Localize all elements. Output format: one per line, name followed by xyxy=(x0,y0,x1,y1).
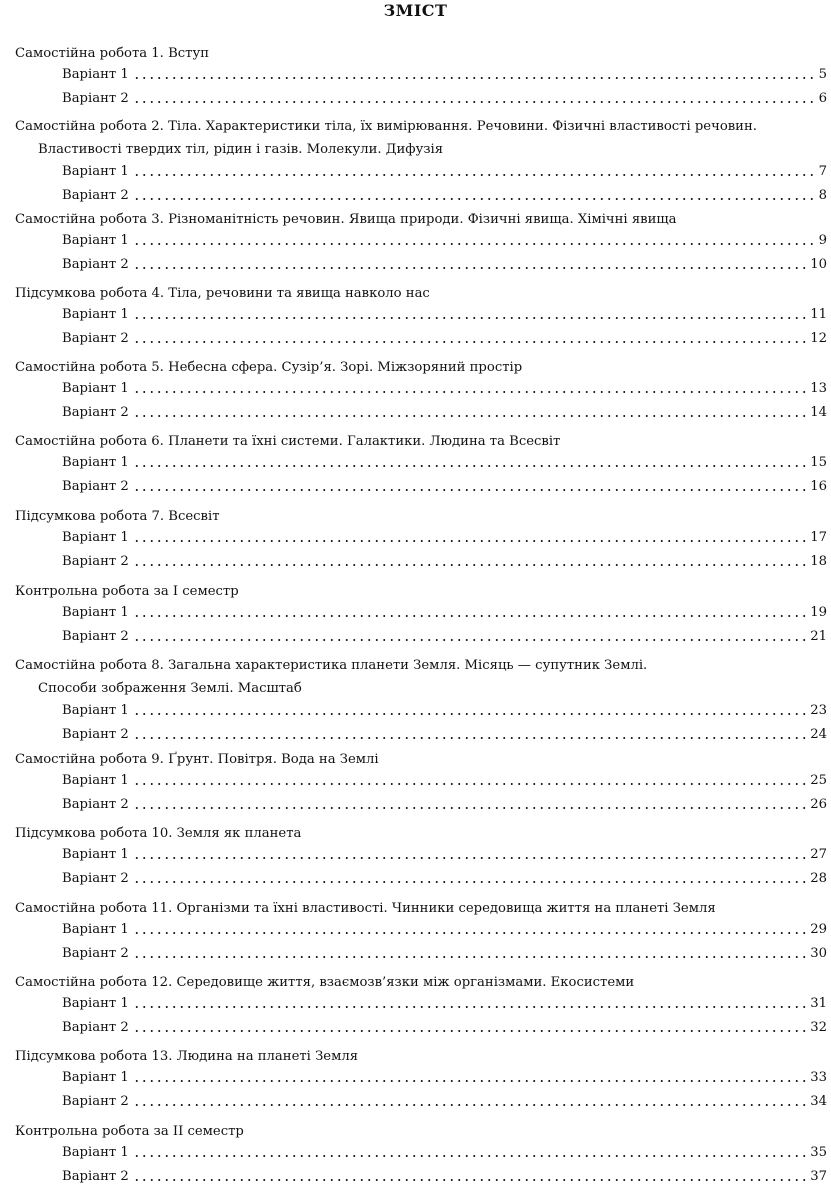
section-heading-line: Самостійна робота 3. Різноманітність речовин. Явища природи. Фізичні явища. Хімічні явища xyxy=(15,212,677,227)
toc-entry[interactable] xyxy=(62,228,827,250)
toc-entry[interactable] xyxy=(62,376,827,398)
variant-label: Варіант 1 xyxy=(62,847,129,862)
section-heading-line: Самостійна робота 12. Середовище життя, взаємозв’язки між організмами. Екосистеми xyxy=(15,975,635,990)
variant-label: Варіант 2 xyxy=(62,727,129,742)
toc-entry[interactable] xyxy=(62,86,827,108)
page-number: 28 xyxy=(810,871,827,886)
variant-label: Варіант 1 xyxy=(62,530,129,545)
dot-leader xyxy=(133,316,807,320)
dot-leader xyxy=(133,1079,807,1083)
toc-entry[interactable] xyxy=(62,400,827,422)
section-heading-continuation: Способи зображення Землі. Масштаб xyxy=(38,681,302,696)
toc-entry[interactable] xyxy=(62,624,827,646)
page-number: 34 xyxy=(810,1094,827,1109)
variant-label: Варіант 2 xyxy=(62,257,129,272)
dot-leader xyxy=(133,955,807,959)
dot-leader xyxy=(133,563,807,567)
dot-leader xyxy=(133,266,807,270)
dot-leader xyxy=(133,1005,807,1009)
variant-label: Варіант 2 xyxy=(62,1169,129,1184)
page-number: 8 xyxy=(818,188,827,203)
page-number: 21 xyxy=(810,629,827,644)
dot-leader xyxy=(133,340,807,344)
page-number: 10 xyxy=(810,257,827,272)
variant-label: Варіант 2 xyxy=(62,91,129,106)
section-heading-line: Самостійна робота 2. Тіла. Характеристики тіла, їх вимірювання. Речовини. Фізичні властивості речовин. xyxy=(15,119,757,134)
variant-label: Варіант 2 xyxy=(62,871,129,886)
variant-label: Варіант 1 xyxy=(62,773,129,788)
toc-entry[interactable] xyxy=(62,549,827,571)
variant-label: Варіант 2 xyxy=(62,946,129,961)
section-heading-line: Самостійна робота 8. Загальна характеристика планети Земля. Місяць — супутник Землі. xyxy=(15,658,648,673)
variant-label: Варіант 2 xyxy=(62,554,129,569)
dot-leader xyxy=(133,856,807,860)
dot-leader xyxy=(133,414,807,418)
toc-entry[interactable] xyxy=(62,62,827,84)
toc-entry[interactable] xyxy=(62,600,827,622)
section-heading-line: Контрольна робота за I семестр xyxy=(15,584,239,599)
toc-entry[interactable] xyxy=(62,326,827,348)
section-heading-line: Самостійна робота 11. Організми та їхні властивості. Чинники середовища життя на планеті Земля xyxy=(15,901,716,916)
dot-leader xyxy=(133,638,807,642)
dot-leader xyxy=(133,1178,807,1182)
variant-label: Варіант 1 xyxy=(62,455,129,470)
section-heading-line: Самостійна робота 6. Планети та їхні системи. Галактики. Людина та Всесвіт xyxy=(15,434,561,449)
dot-leader xyxy=(133,242,816,246)
variant-label: Варіант 2 xyxy=(62,629,129,644)
toc-entry[interactable] xyxy=(62,792,827,814)
toc-entry[interactable] xyxy=(62,183,827,205)
section-heading-line: Підсумкова робота 4. Тіла, речовини та явища навколо нас xyxy=(15,286,430,301)
dot-leader xyxy=(133,614,807,618)
toc-entry[interactable] xyxy=(62,1015,827,1037)
toc-entry[interactable] xyxy=(62,450,827,472)
dot-leader xyxy=(133,390,807,394)
page-number: 26 xyxy=(810,797,827,812)
page-title: ЗМІСТ xyxy=(383,1,448,20)
page-number: 23 xyxy=(810,703,827,718)
toc-entry[interactable] xyxy=(62,474,827,496)
page-number: 35 xyxy=(810,1145,827,1160)
toc-entry[interactable] xyxy=(62,525,827,547)
toc-entry[interactable] xyxy=(62,698,827,720)
page-number: 30 xyxy=(810,946,827,961)
variant-label: Варіант 1 xyxy=(62,164,129,179)
variant-label: Варіант 1 xyxy=(62,605,129,620)
page-number: 29 xyxy=(810,922,827,937)
page-number: 12 xyxy=(810,331,827,346)
variant-label: Варіант 2 xyxy=(62,331,129,346)
section-heading-line: Підсумкова робота 7. Всесвіт xyxy=(15,509,220,524)
variant-label: Варіант 1 xyxy=(62,381,129,396)
toc-entry[interactable] xyxy=(62,941,827,963)
page-number: 16 xyxy=(810,479,827,494)
page-number: 19 xyxy=(810,605,827,620)
toc-entry[interactable] xyxy=(62,722,827,744)
page-number: 9 xyxy=(818,233,827,248)
variant-label: Варіант 1 xyxy=(62,1070,129,1085)
toc-entry[interactable] xyxy=(62,842,827,864)
dot-leader xyxy=(133,488,807,492)
section-heading xyxy=(15,115,815,162)
toc-entry[interactable] xyxy=(62,768,827,790)
dot-leader xyxy=(133,464,807,468)
variant-label: Варіант 2 xyxy=(62,1020,129,1035)
toc-entry[interactable] xyxy=(62,1089,827,1111)
page-number: 6 xyxy=(818,91,827,106)
variant-label: Варіант 2 xyxy=(62,405,129,420)
variant-label: Варіант 1 xyxy=(62,922,129,937)
page-number: 14 xyxy=(810,405,827,420)
dot-leader xyxy=(133,1103,807,1107)
toc-entry[interactable] xyxy=(62,1164,827,1186)
page-number: 33 xyxy=(810,1070,827,1085)
variant-label: Варіант 1 xyxy=(62,703,129,718)
variant-label: Варіант 2 xyxy=(62,1094,129,1109)
dot-leader xyxy=(133,539,807,543)
dot-leader xyxy=(133,1029,807,1033)
dot-leader xyxy=(133,1154,807,1158)
variant-label: Варіант 1 xyxy=(62,233,129,248)
dot-leader xyxy=(133,100,816,104)
variant-label: Варіант 1 xyxy=(62,307,129,322)
section-heading-line: Підсумкова робота 13. Людина на планеті Земля xyxy=(15,1049,359,1064)
page-number: 7 xyxy=(818,164,827,179)
toc-entry[interactable] xyxy=(62,252,827,274)
variant-label: Варіант 2 xyxy=(62,188,129,203)
page-number: 24 xyxy=(810,727,827,742)
page-number: 13 xyxy=(810,381,827,396)
dot-leader xyxy=(133,173,816,177)
page-number: 11 xyxy=(810,307,827,322)
toc-entry[interactable] xyxy=(62,917,827,939)
dot-leader xyxy=(133,806,807,810)
page-number: 37 xyxy=(810,1169,827,1184)
dot-leader xyxy=(133,736,807,740)
page-number: 27 xyxy=(810,847,827,862)
page-number: 31 xyxy=(810,996,827,1011)
toc-entry[interactable] xyxy=(62,159,827,181)
page-number: 15 xyxy=(810,455,827,470)
dot-leader xyxy=(133,712,807,716)
section-heading-continuation: Властивості твердих тіл, рідин і газів. Молекули. Дифузія xyxy=(38,142,444,157)
page-number: 5 xyxy=(818,67,827,82)
page-number: 32 xyxy=(810,1020,827,1035)
section-heading-line: Самостійна робота 5. Небесна сфера. Сузір’я. Зорі. Міжзоряний простір xyxy=(15,360,523,375)
variant-label: Варіант 2 xyxy=(62,479,129,494)
section-heading-line: Підсумкова робота 10. Земля як планета xyxy=(15,826,302,841)
toc-entry[interactable] xyxy=(62,1140,827,1162)
section-heading-line: Контрольна робота за II семестр xyxy=(15,1124,244,1139)
dot-leader xyxy=(133,782,807,786)
page-number: 17 xyxy=(810,530,827,545)
page-number: 25 xyxy=(810,773,827,788)
toc-entry[interactable] xyxy=(62,1065,827,1087)
dot-leader xyxy=(133,880,807,884)
toc-entry[interactable] xyxy=(62,991,827,1013)
dot-leader xyxy=(133,197,816,201)
page-number: 18 xyxy=(810,554,827,569)
toc-entry[interactable] xyxy=(62,302,827,324)
dot-leader xyxy=(133,76,816,80)
section-heading-line: Самостійна робота 9. Ґрунт. Повітря. Вода на Землі xyxy=(15,752,379,767)
variant-label: Варіант 1 xyxy=(62,67,129,82)
variant-label: Варіант 1 xyxy=(62,1145,129,1160)
variant-label: Варіант 2 xyxy=(62,797,129,812)
section-heading-line: Самостійна робота 1. Вступ xyxy=(15,46,209,61)
variant-label: Варіант 1 xyxy=(62,996,129,1011)
section-heading xyxy=(15,654,815,701)
dot-leader xyxy=(133,931,807,935)
toc-entry[interactable] xyxy=(62,866,827,888)
